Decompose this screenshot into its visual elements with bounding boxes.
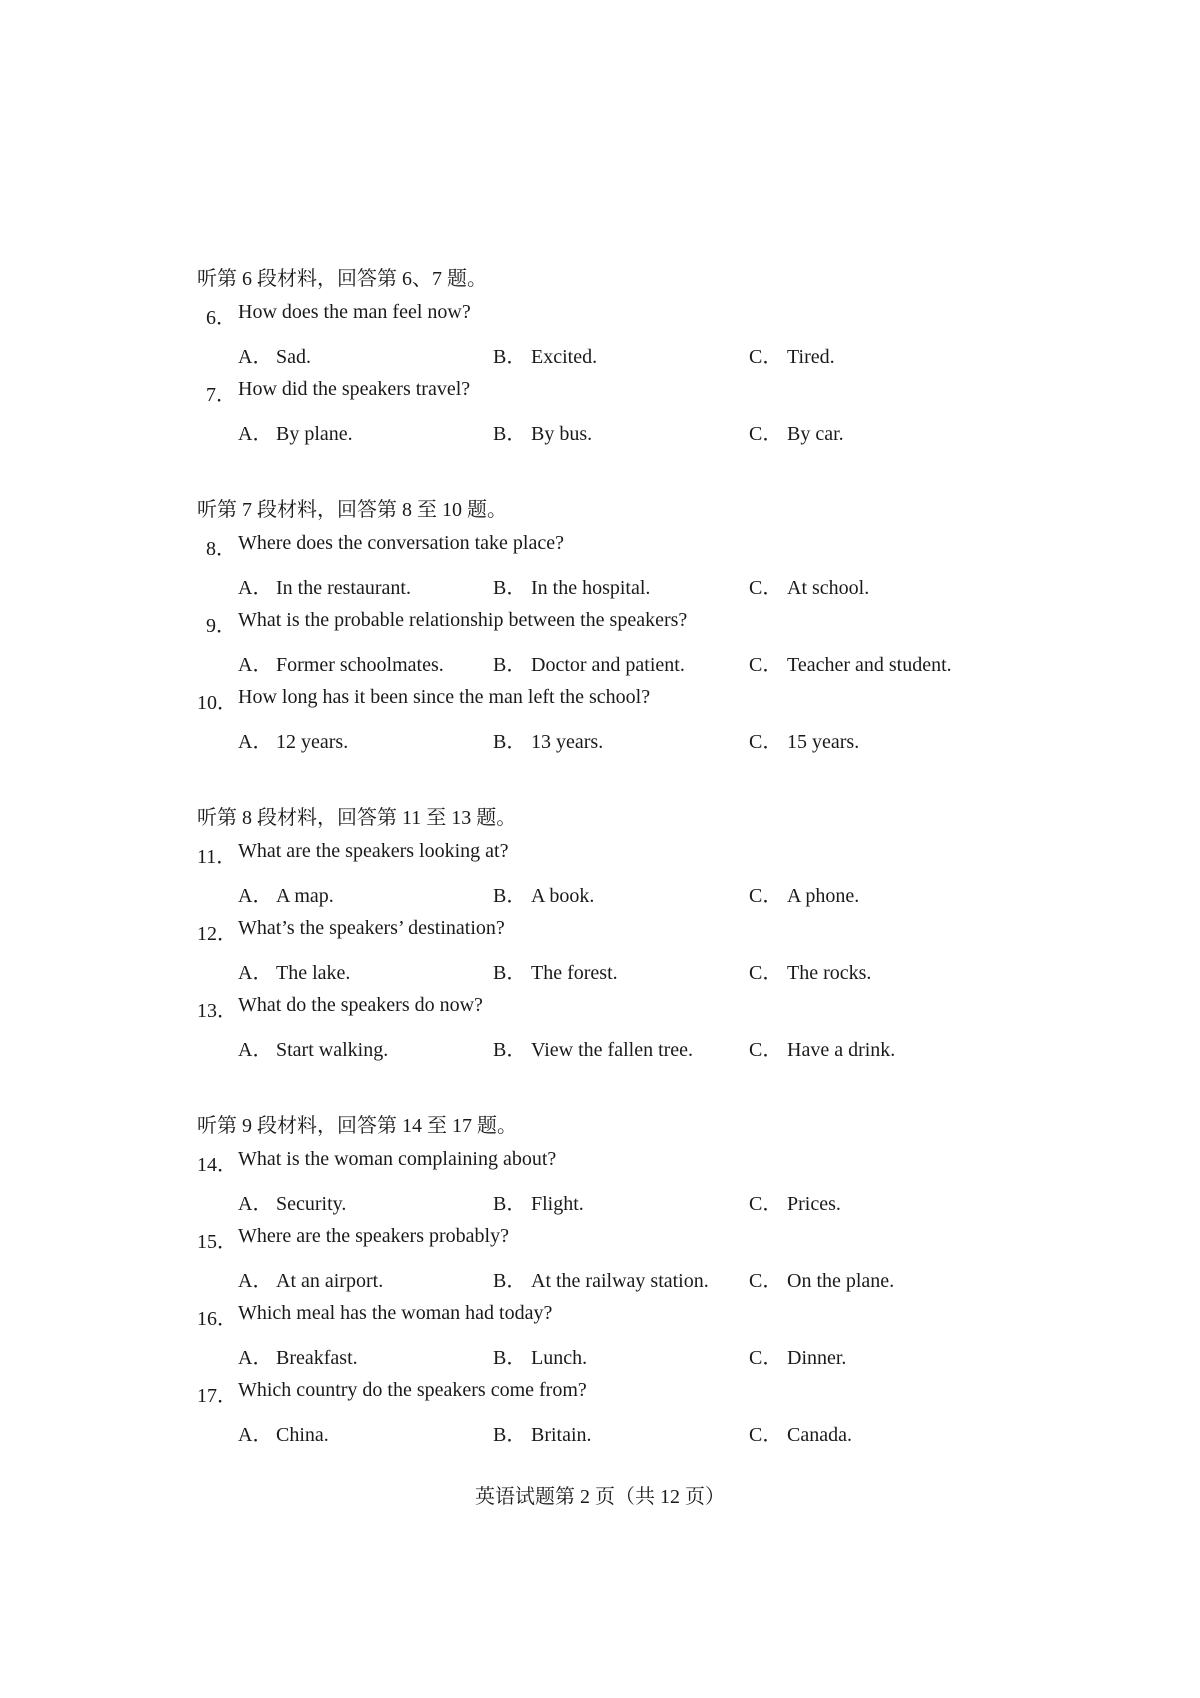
option-letter: B．: [493, 731, 527, 753]
option-text: By plane.: [276, 423, 353, 445]
option-letter: B．: [493, 1270, 527, 1292]
option-text: Britain.: [531, 1424, 592, 1446]
option-b: [493, 571, 650, 600]
option-c: [749, 1033, 895, 1062]
question-number: 9．: [206, 615, 236, 637]
question-number: 15．: [197, 1231, 237, 1253]
question-number: 14．: [197, 1154, 237, 1176]
option-a: [238, 1264, 383, 1293]
option-letter: C．: [749, 1270, 783, 1292]
option-a: [238, 571, 411, 600]
option-b: [493, 956, 618, 985]
question-number: 6．: [206, 307, 236, 329]
section-heading: 听第 7 段材料，回答第 8 至 10 题。: [197, 499, 507, 521]
option-c: [749, 571, 869, 600]
option-c: [749, 1187, 841, 1216]
option-letter: A．: [238, 731, 273, 753]
option-letter: B．: [493, 346, 527, 368]
option-text: A map.: [276, 885, 334, 907]
option-letter: A．: [238, 1347, 273, 1369]
question-text: Which meal has the woman had today?: [238, 1302, 553, 1324]
question-text: Which country do the speakers come from?: [238, 1379, 587, 1401]
option-text: Security.: [276, 1193, 347, 1215]
question-text: What are the speakers looking at?: [238, 840, 509, 862]
option-letter: B．: [493, 1424, 527, 1446]
option-b: [493, 648, 685, 677]
question-number: 16．: [197, 1308, 237, 1330]
question-text: What is the woman complaining about?: [238, 1148, 557, 1170]
option-text: Have a drink.: [787, 1039, 896, 1061]
option-b: [493, 1418, 592, 1447]
question-text: What’s the speakers’ destination?: [238, 917, 505, 939]
option-text: The forest.: [531, 962, 618, 984]
option-text: Flight.: [531, 1193, 584, 1215]
option-text: The lake.: [276, 962, 351, 984]
section-heading: 听第 8 段材料，回答第 11 至 13 题。: [197, 807, 517, 829]
question-text: Where does the conversation take place?: [238, 532, 564, 554]
question-text: What do the speakers do now?: [238, 994, 483, 1016]
option-text: At an airport.: [276, 1270, 384, 1292]
option-b: [493, 725, 603, 754]
option-letter: B．: [493, 577, 527, 599]
option-letter: A．: [238, 1193, 273, 1215]
option-letter: A．: [238, 423, 273, 445]
option-text: Sad.: [276, 346, 311, 368]
option-a: [238, 1033, 388, 1062]
option-letter: A．: [238, 1424, 273, 1446]
option-letter: A．: [238, 346, 273, 368]
option-letter: C．: [749, 577, 783, 599]
option-letter: C．: [749, 654, 783, 676]
option-letter: C．: [749, 962, 783, 984]
option-letter: C．: [749, 1347, 783, 1369]
option-letter: C．: [749, 423, 783, 445]
option-text: At school.: [787, 577, 870, 599]
option-letter: A．: [238, 962, 273, 984]
question-text: How did the speakers travel?: [238, 378, 471, 400]
option-text: By car.: [787, 423, 844, 445]
option-letter: C．: [749, 1193, 783, 1215]
option-text: 12 years.: [276, 731, 349, 753]
option-text: By bus.: [531, 423, 593, 445]
option-b: [493, 1264, 709, 1293]
option-letter: C．: [749, 346, 783, 368]
option-a: [238, 1341, 358, 1370]
option-text: View the fallen tree.: [531, 1039, 694, 1061]
option-b: [493, 340, 597, 369]
option-c: [749, 956, 871, 985]
option-text: A phone.: [787, 885, 860, 907]
option-a: [238, 417, 353, 446]
question-text: What is the probable relationship between the speakers?: [238, 609, 688, 631]
option-a: [238, 1187, 346, 1216]
question-text: How long has it been since the man left the school?: [238, 686, 651, 708]
option-c: [749, 1341, 846, 1370]
option-c: [749, 417, 844, 446]
option-text: At the railway station.: [531, 1270, 709, 1292]
option-text: On the plane.: [787, 1270, 895, 1292]
option-a: [238, 956, 350, 985]
option-text: Prices.: [787, 1193, 841, 1215]
option-c: [749, 1418, 852, 1447]
section-heading: 听第 6 段材料，回答第 6、7 题。: [197, 268, 487, 290]
option-letter: B．: [493, 962, 527, 984]
option-c: [749, 879, 859, 908]
option-letter: A．: [238, 1270, 273, 1292]
option-letter: C．: [749, 1039, 783, 1061]
option-letter: B．: [493, 1193, 527, 1215]
option-b: [493, 417, 592, 446]
option-text: The rocks.: [787, 962, 872, 984]
option-text: Tired.: [787, 346, 835, 368]
option-a: [238, 340, 311, 369]
question-number: 8．: [206, 538, 236, 560]
section-heading: 听第 9 段材料，回答第 14 至 17 题。: [197, 1115, 517, 1137]
option-b: [493, 1341, 587, 1370]
question-text: How does the man feel now?: [238, 301, 471, 323]
option-text: Former schoolmates.: [276, 654, 444, 676]
option-letter: C．: [749, 885, 783, 907]
option-text: Excited.: [531, 346, 598, 368]
option-letter: B．: [493, 1039, 527, 1061]
option-text: Teacher and student.: [787, 654, 952, 676]
question-number: 10．: [197, 692, 237, 714]
option-text: 15 years.: [787, 731, 860, 753]
option-c: [749, 648, 952, 677]
option-text: Canada.: [787, 1424, 852, 1446]
option-letter: B．: [493, 1347, 527, 1369]
option-a: [238, 1418, 329, 1447]
option-text: Lunch.: [531, 1347, 588, 1369]
option-c: [749, 340, 835, 369]
option-b: [493, 1033, 693, 1062]
option-letter: A．: [238, 1039, 273, 1061]
question-text: Where are the speakers probably?: [238, 1225, 509, 1247]
option-letter: A．: [238, 885, 273, 907]
option-text: 13 years.: [531, 731, 604, 753]
question-number: 17．: [197, 1385, 237, 1407]
option-letter: B．: [493, 885, 527, 907]
option-text: China.: [276, 1424, 329, 1446]
option-text: Dinner.: [787, 1347, 847, 1369]
option-text: Doctor and patient.: [531, 654, 685, 676]
option-a: [238, 725, 348, 754]
question-number: 7．: [206, 384, 236, 406]
option-text: In the hospital.: [531, 577, 651, 599]
page-footer: 英语试题第 2 页（共 12 页）: [475, 1486, 725, 1508]
option-letter: A．: [238, 577, 273, 599]
question-number: 12．: [197, 923, 237, 945]
option-c: [749, 725, 859, 754]
option-b: [493, 1187, 584, 1216]
option-a: [238, 879, 334, 908]
option-text: Breakfast.: [276, 1347, 358, 1369]
option-letter: B．: [493, 423, 527, 445]
option-text: In the restaurant.: [276, 577, 411, 599]
option-letter: C．: [749, 731, 783, 753]
option-a: [238, 648, 444, 677]
option-text: Start walking.: [276, 1039, 389, 1061]
question-number: 13．: [197, 1000, 237, 1022]
option-letter: A．: [238, 654, 273, 676]
option-letter: C．: [749, 1424, 783, 1446]
option-text: A book.: [531, 885, 595, 907]
option-c: [749, 1264, 894, 1293]
option-b: [493, 879, 594, 908]
option-letter: B．: [493, 654, 527, 676]
question-number: 11．: [197, 846, 237, 868]
